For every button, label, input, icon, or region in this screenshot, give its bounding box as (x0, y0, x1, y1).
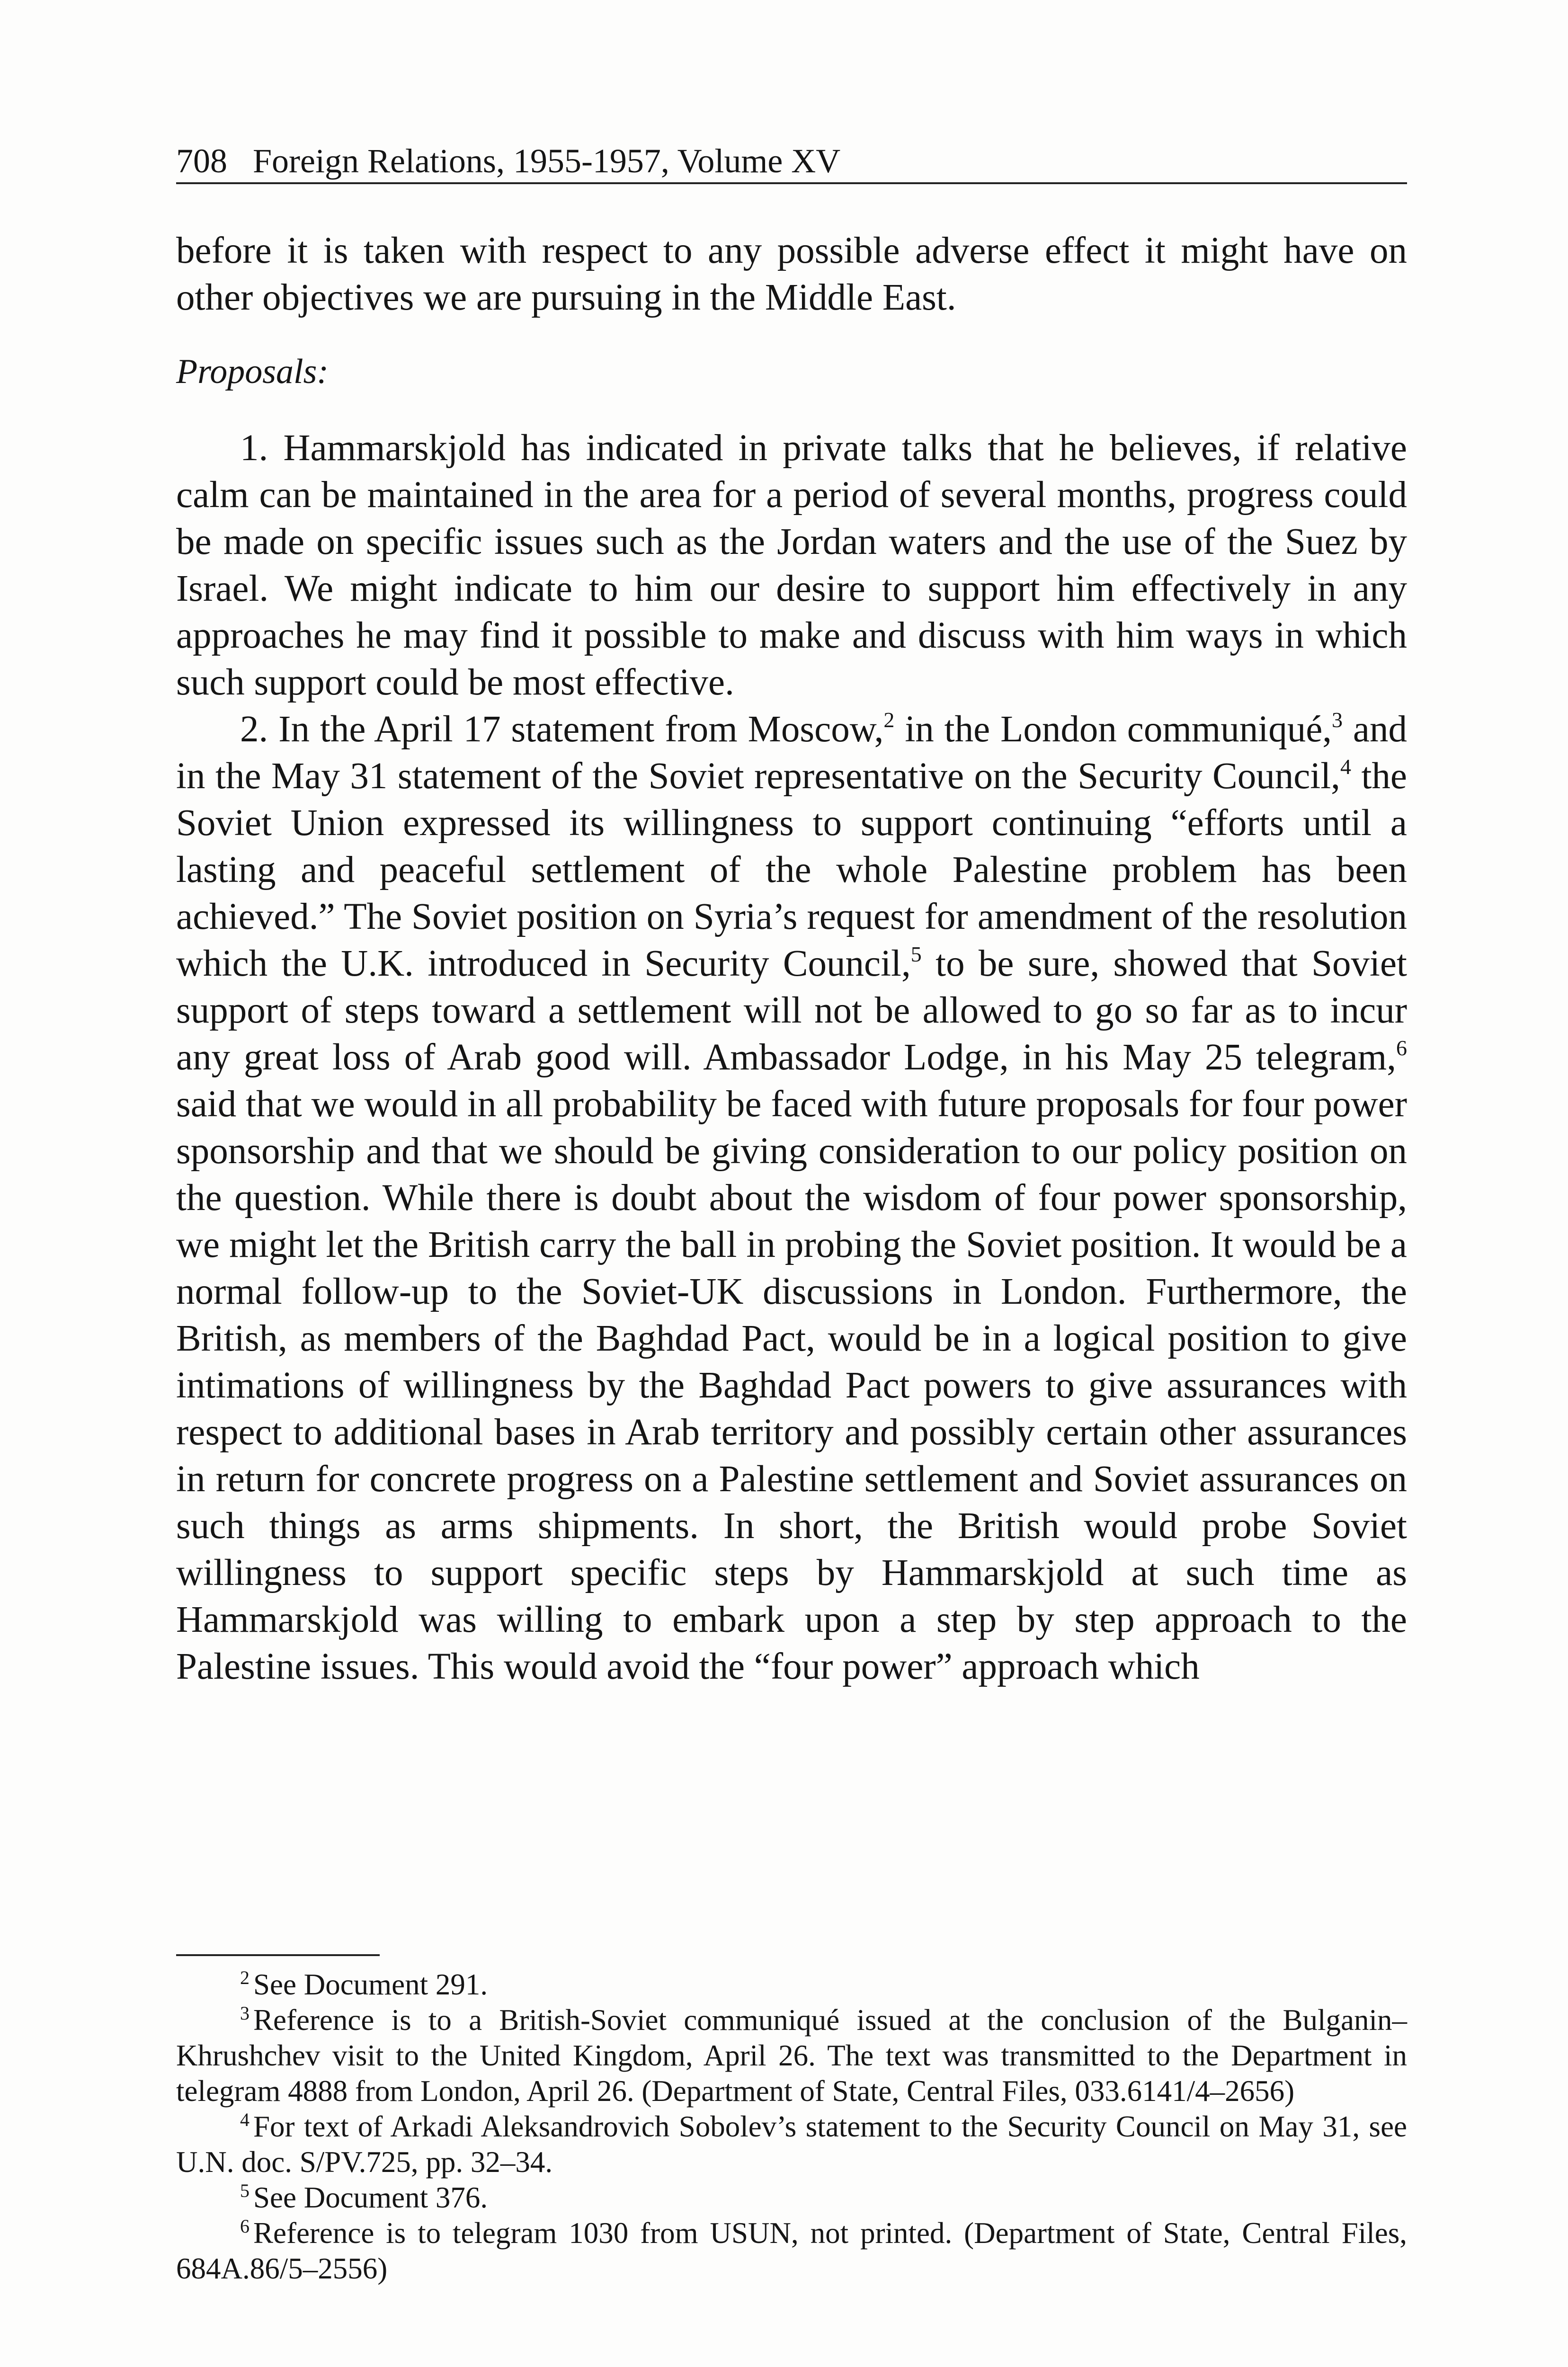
para2-text-3: and in the May 31 statement of the Soviet representative on the Security Council, (176, 709, 1407, 797)
para2-text-5: to be sure, showed that Soviet support of steps toward a settlement will not be allowed to go so far as to incur any great loss of Arab good will. Ambassador Lodge, in his May 25 telegram, (176, 943, 1407, 1078)
footnote-rule (176, 1954, 380, 1956)
footnotes (176, 1967, 1407, 2287)
proposal-paragraph-1: 1. Hammarskjold has indicated in private talks that he believes, if relative calm can be maintained in the area for a period of several months, progress could be made on specific issues such as the Jordan waters and the use of the Suez by Israel. We might indicate to him our desire to support him effectively in any approaches he may find it possible to make and discuss with him ways in which such support could be most effective. (176, 427, 1407, 703)
continuation-paragraph: before it is taken with respect to any possible adverse effect it might have on other objectives we are pursuing in the Middle East. (176, 230, 1407, 318)
footnote-text: Reference is to a British-Soviet communiqué issued at the conclusion of the Bulganin–Khrushchev visit to the United Kingdom, April 26. The text was transmitted to the Department in telegram 4888 from London, April 26. (Department of State, Central Files, 033.6141/4–2656) (176, 2003, 1407, 2108)
footnote-ref-3: 3 (1332, 708, 1343, 732)
footnote (176, 2216, 1407, 2287)
para2-text-2: in the London communiqué, (894, 709, 1332, 750)
footnote (176, 2180, 1407, 2216)
footnote-mark: 2 (240, 1967, 249, 1988)
footnote-text: For text of Arkadi Aleksandrovich Sobolev’s statement to the Security Council on May 31, see U.N. doc. S/PV.725, pp. 32–34. (176, 2110, 1407, 2179)
footnote-mark: 4 (240, 2109, 249, 2130)
body-text (176, 227, 1407, 1690)
running-header (176, 142, 1407, 180)
footnote-text: See Document 291. (253, 1968, 488, 2001)
page-number: 708 (176, 142, 227, 180)
footnote-mark: 3 (240, 2002, 249, 2024)
footnote-ref-2: 2 (883, 708, 895, 732)
para2-text-4: the Soviet Union expressed its willingness to support continuing “efforts until a lasting and peaceful settlement of the whole Palestine problem has been achieved.” The Soviet position on Syria’s request for amendment of the resolution which the U.K. introduced in Security Council, (176, 756, 1407, 984)
proposals-heading: Proposals: (176, 352, 329, 391)
footnote-text: See Document 376. (253, 2181, 488, 2214)
para2-text-1: 2. In the April 17 statement from Moscow, (240, 709, 884, 750)
proposal-paragraph-2 (176, 706, 1407, 1690)
footnote (176, 2002, 1407, 2109)
footnote (176, 1967, 1407, 2002)
footnote-ref-6: 6 (1396, 1036, 1407, 1060)
header-rule (176, 182, 1407, 184)
para2-text-6: said that we would in all probability be faced with future proposals for four power sponsorship and that we should be giving consideration to our policy position on the question. While there is doubt about the wisdom of four power sponsorship, we might let the British carry the ball in probing the Soviet position. It would be a normal follow-up to the Soviet-UK discussions in London. Furthermore, the British, as members of the Baghdad Pact, would be in a logical position to give intimations of willingness by the Baghdad Pact powers to give assurances with respect to additional bases in Arab territory and possibly certain other assurances in return for concrete progress on a Palestine settlement and Soviet assurances on such things as arms shipments. In short, the British would probe Soviet willingness to support specific steps by Hammarskjold at such time as Hammarskjold was willing to embark upon a step by step approach to the Palestine issues. This would avoid the “four power” approach which (176, 1084, 1407, 1687)
footnote-mark: 5 (240, 2180, 249, 2201)
footnote-ref-4: 4 (1340, 755, 1351, 779)
running-title: Foreign Relations, 1955-1957, Volume XV (253, 142, 841, 180)
footnote-ref-5: 5 (910, 942, 922, 966)
footnote-mark: 6 (240, 2216, 249, 2237)
footnote-text: Reference is to telegram 1030 from USUN, not printed. (Department of State, Central Files, 684A.86/5–2556) (176, 2216, 1407, 2285)
footnote (176, 2109, 1407, 2180)
